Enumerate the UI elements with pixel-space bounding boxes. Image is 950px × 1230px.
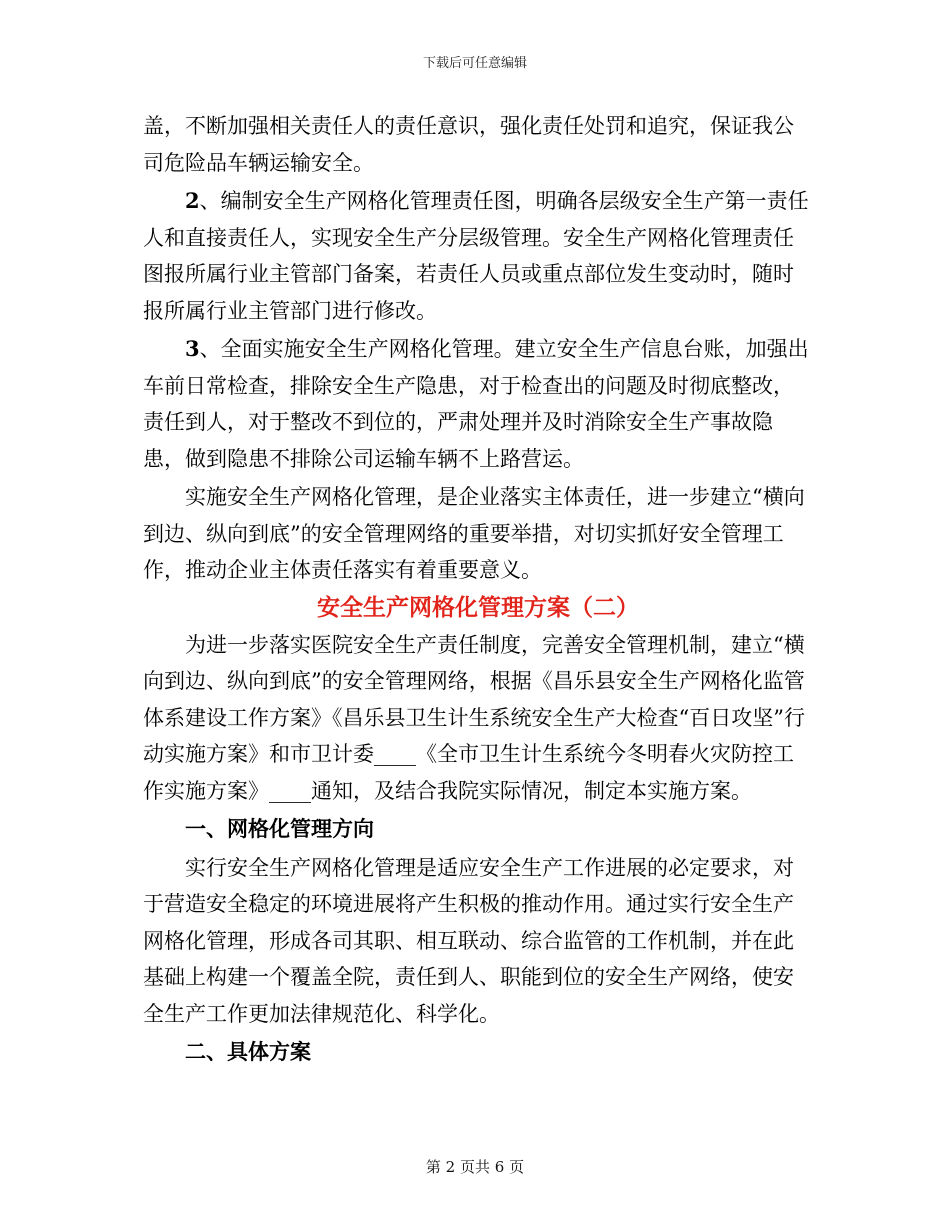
item-number: 2 [185, 188, 200, 213]
item-number: 3 [185, 336, 200, 361]
page-header-note: 下载后可任意编辑 [422, 56, 527, 71]
item-text: 、编制安全生产网格化管理责任图，明确各层级安全生产第一责任人和直接责任人，实现安全生产分层级管理。安全生产网格化管理责任图报所属行业主管部门备案，若责任人员或重点部位发生变动时，随时报所属行业主管部门进行修改。 [143, 189, 809, 323]
paragraph-item-2 [143, 183, 813, 329]
section-title: 安全生产网格化管理方案（二） [317, 594, 639, 621]
paragraph-intro: 为进一步落实医院安全生产责任制度，完善安全管理机制，建立“横向到边、纵向到底”的安全管理网络，根据《昌乐县安全生产网格化监管体系建设工作方案》《昌乐县卫生计生系统安全生产大检查“百日攻坚”行动实施方案》和市卫计委____《全市卫生计生系统今冬明春火灾防控工作实施方案》____通知，及结合我院实际情况，制定本实施方案。 [143, 632, 805, 803]
paragraph-direction: 实行安全生产网格化管理是适应安全生产工作进展的必定要求，对于营造安全稳定的环境进展将产生积极的推动作用。通过实行安全生产网格化管理，形成各司其职、相互联动、综合监管的工作机制，并在此基础上构建一个覆盖全院，责任到人、职能到位的安全生产网络，使安全生产工作更加法律规范化、科学化。 [143, 855, 794, 1026]
heading-direction: 一、网格化管理方向 [185, 816, 374, 841]
paragraph-item-3 [143, 331, 813, 477]
paragraph-summary: 实施安全生产网格化管理，是企业落实主体责任，进一步建立“横向到边、纵向到底”的安全管理网络的重要举措，对切实抓好安全管理工作，推动企业主体责任落实有着重要意义。 [143, 485, 805, 582]
document-body [143, 108, 813, 1071]
item-text: 、全面实施安全生产网格化管理。建立安全生产信息台账，加强出车前日常检查，排除安全生产隐患，对于检查出的问题及时彻底整改，责任到人，对于整改不到位的，严肃处理并及时消除安全生产事故隐患，做到隐患不排除公司运输车辆不上路营运。 [143, 337, 809, 471]
paragraph-continuation: 盖，不断加强相关责任人的责任意识，强化责任处罚和追究，保证我公司危险品车辆运输安全。 [143, 114, 794, 175]
page-number: 第 2 页共 6 页 [425, 1158, 525, 1176]
heading-plan: 二、具体方案 [185, 1039, 311, 1064]
